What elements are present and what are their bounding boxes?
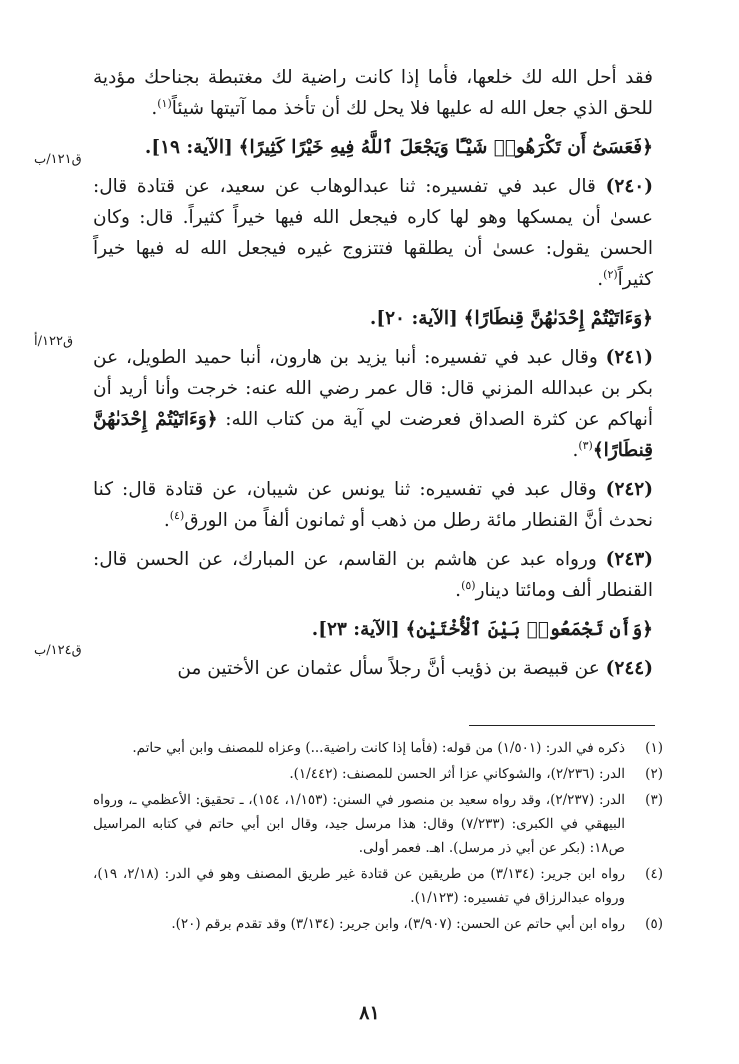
footnote-text: الدر: (٢/٢٣٧)، وقد رواه سعيد بن منصور في السنن: (١/١٥٣، ١٥٤)، ـ تحقيق: الأعظمي ـ، ورواه البيهقي في الكبرى: (٧/٢٣٣) وقال: هذا مرسل جيد، وقال ابن أبي حاتم في كتابه المراسيل ص١٨: (بكر عن أبي ذر مرسل). اهـ. فعمر أولى.	[93, 792, 625, 856]
narration-244: (٢٤٤) عن قبيصة بن ذؤيب أنَّ رجلاً سأل عثمان عن الأختين من	[177, 658, 653, 679]
narration-number: (٢٤٠)	[605, 176, 653, 197]
verse-reference: [الآية: ٢٠].	[369, 308, 458, 329]
verse-heading-20	[93, 303, 653, 334]
quran-verse: ﴿وَءَاتَيْتُمْ إِحْدَىٰهُنَّ قِنطَارًا﴾	[93, 409, 653, 461]
footnote-item	[93, 788, 663, 860]
verse-heading-19	[93, 132, 653, 163]
manuscript-folio-marker: ق١٢٢/أ	[34, 334, 74, 349]
quran-verse: ﴿وَءَاتَيْتُمْ إِحْدَىٰهُنَّ قِنطَارًا﴾	[463, 308, 653, 329]
footnote-ref[interactable]: (٥)	[461, 578, 476, 592]
verse-heading-23	[93, 614, 653, 645]
footnote-text: الدر: (٢/٢٣٦)، والشوكاني عزا أثر الحسن للمصنف: (١/٤٤٢).	[289, 766, 625, 782]
narration-243: (٢٤٣) ورواه عبد عن هاشم بن القاسم، عن المبارك، عن الحسن قال: القنطار ألف ومائتا دينار$^{(٥)}$.	[93, 549, 653, 601]
page-number: ٨١	[359, 1002, 380, 1024]
narration-number: (٢٤٤)	[605, 658, 653, 679]
footnote-ref[interactable]: (٣)	[578, 438, 593, 452]
manuscript-folio-marker: ق١٢١/ب	[34, 152, 82, 167]
verse-reference: [الآية: ١٩].	[144, 137, 233, 158]
footnote-number: (٥)	[645, 916, 663, 932]
footnote-item	[93, 912, 663, 936]
footnote-item	[93, 736, 663, 760]
footnotes	[93, 736, 663, 938]
narration-number: (٢٤٣)	[605, 549, 653, 570]
footnote-ref[interactable]: (١)	[157, 96, 172, 110]
quran-verse: ﴿فَعَسَىٰٓ أَن تَكْرَهُوا۟ شَيْـًٔا وَيَجْعَلَ ٱللَّهُ فِيهِ خَيْرًا كَثِيرًا﴾	[238, 137, 653, 158]
footnote-number: (٣)	[645, 792, 663, 808]
narration-241: (٢٤١) وقال عبد في تفسيره: أنبا يزيد بن هارون، أنبا حميد الطويل، عن بكر بن عبدالله المزني قال: قال عمر رضي الله عنه: خرجت وأنا أريد أن أنهاكم عن كثرة الصداق فعرضت لي آية من كتاب الله: ﴿وَءَاتَيْتُمْ إِحْدَىٰهُنَّ قِنطَارًا﴾$^{(٣)}$.	[93, 347, 653, 461]
narration-number: (٢٤١)	[605, 347, 653, 368]
footnote-text: رواه ابن جرير: (٣/١٣٤) من طريقين عن قتادة غير طريق المصنف وهو في الدر: (٢/١٨، ١٩)، ورواه عبدالرزاق في تفسيره: (١/١٢٣).	[93, 866, 626, 906]
footnote-item	[93, 862, 663, 910]
verse-reference: [الآية: ٢٣].	[311, 619, 400, 640]
footnote-divider	[469, 725, 655, 726]
narration-242: (٢٤٢) وقال عبد في تفسيره: ثنا يونس عن شيبان، عن قتادة قال: كنا نحدث أنَّ القنطار مائة رطل من ذهب أو ثمانون ألفاً من الورق$^{(٤)}$.	[93, 479, 654, 531]
paragraph-intro: فقد أحل الله لك خلعها، فأما إذا كانت راضية لك مغتبطة بجناحك مؤدية للحق الذي جعل الله له عليها فلا يحل لك أن تأخذ مما آتيتها شيئاً$^{(١)}$.	[93, 67, 653, 119]
footnote-number: (٢)	[645, 766, 663, 782]
footnote-ref[interactable]: (٤)	[169, 508, 185, 522]
footnote-text: ذكره في الدر: (١/٥٠١) من قوله: (فأما إذا كانت راضية...) وعزاه للمصنف وابن أبي حاتم.	[132, 740, 625, 756]
footnote-number: (٤)	[645, 866, 663, 882]
footnote-item	[93, 762, 663, 786]
footnote-number: (١)	[645, 740, 663, 756]
footnote-text: رواه ابن أبي حاتم عن الحسن: (٣/٩٠٧)، وابن جرير: (٣/١٣٤) وقد تقدم برقم (٢٠).	[171, 916, 625, 932]
footnote-ref[interactable]: (٢)	[603, 267, 618, 281]
quran-verse: ﴿وَأَن تَجْمَعُوا۟ بَيْنَ ٱلْأُخْتَيْنِ﴾	[405, 619, 653, 640]
main-text	[93, 62, 653, 692]
narration-number: (٢٤٢)	[605, 479, 654, 500]
manuscript-folio-marker: ق١٢٤/ب	[34, 643, 82, 658]
narration-240: (٢٤٠) قال عبد في تفسيره: ثنا عبدالوهاب عن سعيد، عن قتادة قال: عسىٰ أن يمسكها وهو لها كاره فيجعل الله فيها خيراً كثيراً. قال: وكان الحسن يقول: عسىٰ أن يطلقها فتتزوج غيره فيجعل الله له فيها خيراً كثيراً$^{(٢)}$.	[93, 176, 653, 290]
